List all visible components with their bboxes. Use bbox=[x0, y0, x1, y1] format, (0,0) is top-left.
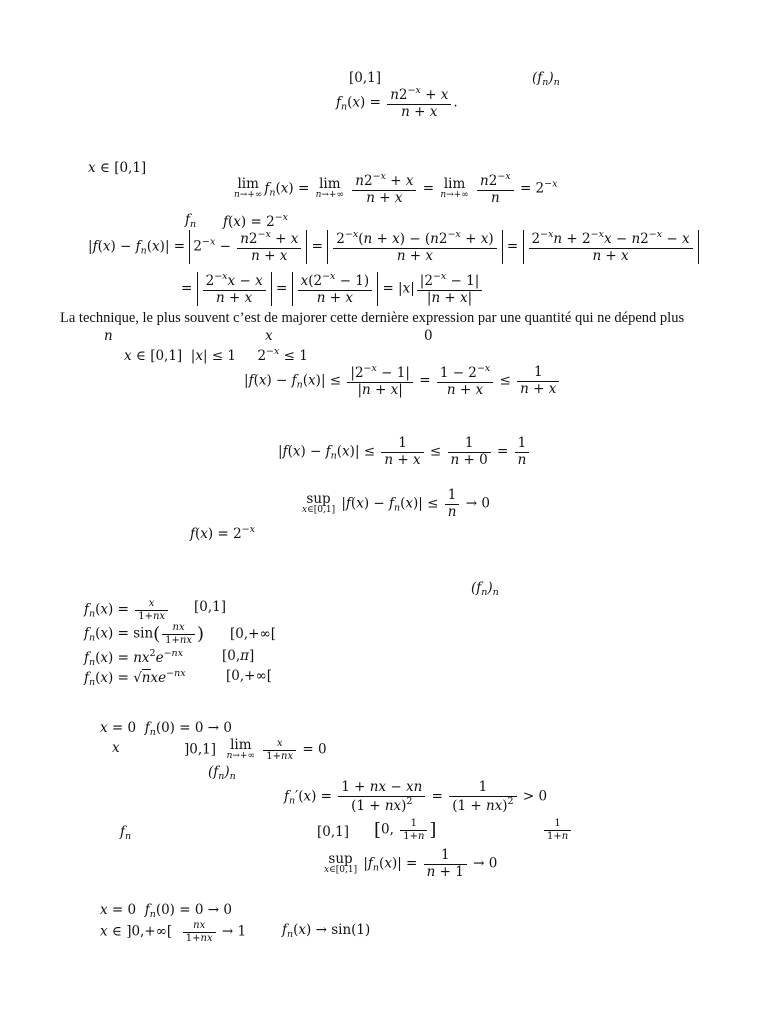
x-symbol: x bbox=[265, 328, 273, 344]
exercise-1-domain: [0,1] bbox=[194, 599, 227, 615]
exercise-3-domain: [0,π] bbox=[222, 648, 255, 664]
c1-x: x bbox=[112, 740, 120, 756]
exercise-4-domain: [0,+∞[ bbox=[226, 668, 272, 684]
difference-line-2: = $\frac{2^{-x}x - x}{n + x}$ = $\frac{x(2^{-x} - 1)}{n + x}$ = |x| $\frac{|2^{-x} - 1|}{|n + x|}$ bbox=[181, 272, 484, 306]
c2-x0: x = 0 $f_n(0) = 0 \to 0$ bbox=[100, 902, 232, 920]
difference-line-1: $|f(x) - f_n(x)| = 2^{-x}$ − $\frac{n2^{-x} + x}{n + x}$ = $\frac{2^{-x}(n + x) - (n2^{-x} + x)}{n + x}$ = $\frac{2^{-x}n + 2^{-x}x - n2^{-x} - x}{n + x}$ bbox=[88, 230, 699, 264]
c1-limit: ]0,1] lim n→+∞ $\frac{x}{1+nx}$ = 0 bbox=[184, 736, 327, 762]
exercise-4: $f_n(x) = √nxe^{-nx}$ bbox=[84, 668, 186, 688]
c2-result: $f_n(x) \to \sin(1)$ bbox=[282, 922, 371, 940]
fn-label: $f_n$ bbox=[185, 212, 197, 230]
x-domain: x ∈ [0,1] bbox=[88, 160, 147, 176]
exercise-2: $f_n(x) = \sin$( $\frac{nx}{1+nx}$ ) bbox=[84, 622, 205, 646]
n-symbol: n bbox=[104, 328, 113, 344]
technique-text: La technique, le plus souvent c’est de majorer cette dernière expression par une quantité qui ne dépend plus bbox=[60, 310, 685, 326]
c1-sup: sup x∈[0,1] $|f_n(x)|$ = $\frac{1}{n + 1}$ → 0 bbox=[324, 847, 498, 880]
inequality-2: $|f(x) - f_n(x)|$ ≤ $\frac{1}{n + x}$ ≤ $\frac{1}{n + 0}$ = $\frac{1}{n}$ bbox=[278, 436, 531, 468]
c1-x0: x = 0 $f_n(0) = 0 \to 0$ bbox=[100, 720, 232, 738]
fn-definition: $f_n(x)$ = $\frac{n2^{-x} + x}{n + x}$ . bbox=[336, 85, 458, 120]
inequality-1: $|f(x) - f_n(x)|$ ≤ $\frac{|2^{-x} - 1|}{|n + x|}$ = $\frac{1 - 2^{-x}}{n + x}$ ≤ $\frac{1}{n + x}$ bbox=[244, 364, 561, 398]
bounds-line: x ∈ [0,1] |x| ≤ 1 $2^{-x} \le 1$ bbox=[124, 346, 308, 364]
sequence-label: $(f_n)_n$ bbox=[532, 70, 560, 88]
c1-interval: [0, $\frac{1}{1+n}$ ] bbox=[374, 818, 437, 842]
pointwise-limit: lim n→+∞ $f_n(x)$ = lim n→+∞ $\frac{n2^{-x} + x}{n + x}$ = lim n→+∞ $\frac{n2^{-x}}{n}$ = $2^{-x}$ bbox=[234, 171, 558, 206]
c1-max-point: $\frac{1}{1+n}$ bbox=[542, 818, 573, 842]
c1-domain: [0,1] bbox=[317, 824, 350, 840]
sup-bound: sup x∈[0,1] $|f(x) - f_n(x)|$ ≤ $\frac{1}{n}$ → 0 bbox=[302, 487, 490, 520]
limit-function: $f(x) = 2^{-x}$ bbox=[223, 212, 288, 230]
exercise-sequence: $(f_n)_n$ bbox=[471, 580, 499, 598]
limit-function-2: $f(x) = 2^{-x}$ bbox=[190, 524, 255, 542]
c1-derivative: $f_n'(x)$ = $\frac{1 + nx - xn}{(1 + nx)^2}$ = $\frac{1}{(1 + nx)^2}$ > 0 bbox=[284, 779, 548, 814]
exercise-2-domain: [0,+∞[ bbox=[230, 626, 276, 642]
exercise-1: $f_n(x)$ = $\frac{x}{1+nx}$ bbox=[84, 598, 170, 622]
c1-sequence: $(f_n)_n$ bbox=[208, 764, 236, 782]
zero-symbol: 0 bbox=[424, 328, 433, 344]
c2-limit: x ∈ ]0,+∞[ $\frac{nx}{1+nx}$ → 1 bbox=[100, 920, 247, 944]
exercise-3: $f_n(x) = nx^2e^{-nx}$ bbox=[84, 648, 184, 668]
c1-fn: $f_n$ bbox=[120, 824, 132, 842]
interval-label: [0,1] bbox=[349, 70, 382, 86]
